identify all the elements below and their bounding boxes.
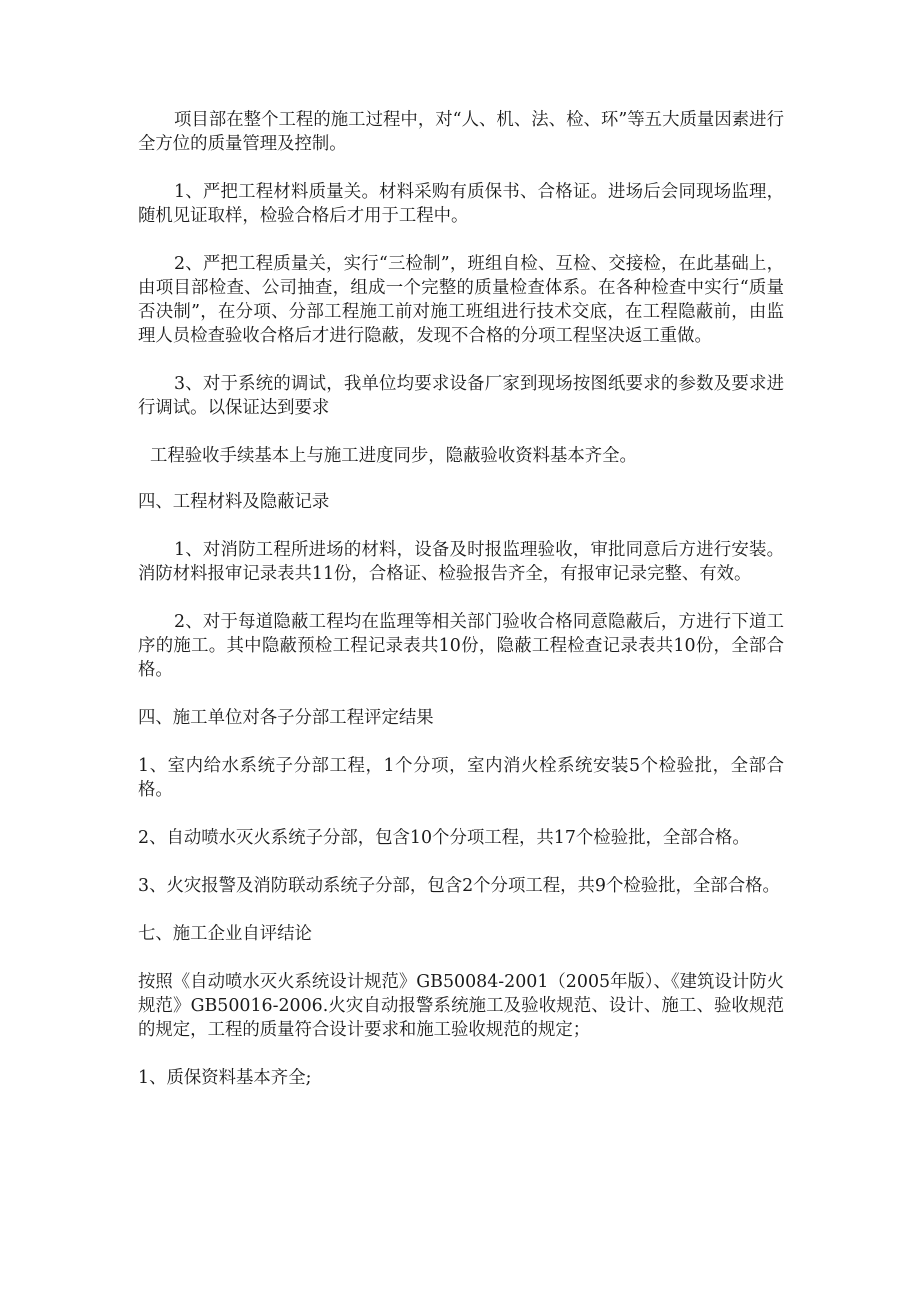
paragraph-material-reports: 1、对消防工程所进场的材料，设备及时报监理验收，审批同意后方进行安装。消防材料报审记录表共11份，合格证、检验报告齐全，有报审记录完整、有效。 [138, 540, 784, 584]
list-item-quality-docs: 1、质保资料基本齐全; [138, 1068, 312, 1088]
list-item-fire-alarm: 3、火灾报警及消防联动系统子分部，包含2个分项工程，共9个检验批，全部合格。 [138, 876, 780, 896]
list-item-water-supply: 1、室内给水系统子分部工程，1个分项，室内消火栓系统安装5个检验批，全部合格。 [138, 756, 784, 800]
heading-evaluation-results: 四、施工单位对各子分部工程评定结果 [138, 708, 434, 728]
heading-materials-records: 四、工程材料及隐蔽记录 [138, 492, 330, 512]
heading-self-evaluation: 七、施工企业自评结论 [138, 924, 312, 944]
paragraph-conclusion: 按照《自动喷水灭火系统设计规范》GB50084-2001（2005年版）、《建筑设计防火规范》GB50016-2006.火灾自动报警系统施工及验收规范、设计、施工、验收规范的规定，工程的质量符合设计要求和施工验收规范的规定； [138, 972, 784, 1040]
paragraph-system-debugging: 3、对于系统的调试，我单位均要求设备厂家到现场按图纸要求的参数及要求进行调试。以保证达到要求 [138, 374, 784, 418]
paragraph-quality-factors: 项目部在整个工程的施工过程中，对“人、机、法、检、环”等五大质量因素进行全方位的质量管理及控制。 [138, 110, 784, 154]
paragraph-acceptance-sync: 工程验收手续基本上与施工进度同步，隐蔽验收资料基本齐全。 [150, 446, 637, 466]
list-item-sprinkler: 2、自动喷水灭火系统子分部，包含10个分项工程，共17个检验批，全部合格。 [138, 828, 750, 848]
paragraph-concealed-works: 2、对于每道隐蔽工程均在监理等相关部门验收合格同意隐蔽后，方进行下道工序的施工。其中隐蔽预检工程记录表共10份，隐蔽工程检查记录表共10份，全部合格。 [138, 612, 784, 680]
paragraph-three-inspection: 2、严把工程质量关，实行“三检制”，班组自检、互检、交接检，在此基础上，由项目部检查、公司抽查，组成一个完整的质量检查体系。在各种检查中实行“质量否决制”，在分项、分部工程施工前对施工班组进行技术交底，在工程隐蔽前，由监理人员检查验收合格后才进行隐蔽，发现不合格的分项工程坚决返工重做。 [138, 254, 784, 346]
paragraph-material-control: 1、严把工程材料质量关。材料采购有质保书、合格证。进场后会同现场监理，随机见证取样，检验合格后才用于工程中。 [138, 182, 784, 226]
document-body [138, 108, 784, 1090]
